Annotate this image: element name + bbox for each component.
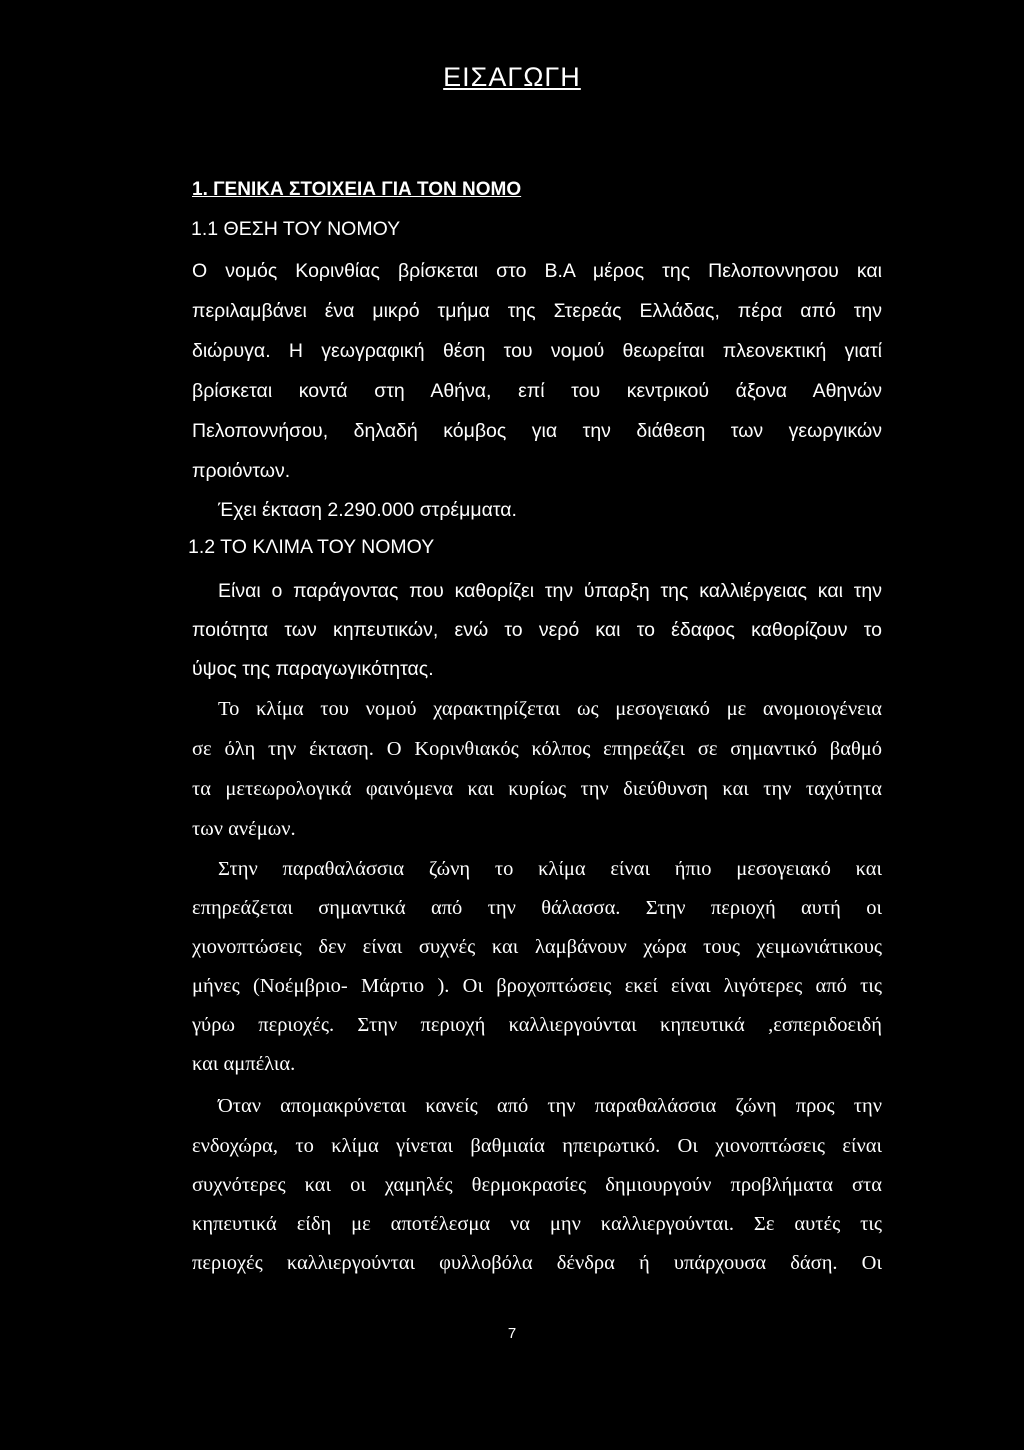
area-line: Έχει έκταση 2.290.000 στρέμματα.: [218, 499, 517, 521]
paragraph-line: περιοχές καλλιεργούνται φυλλοβόλα δένδρα ή υπάρχουσα δάση. Οι: [192, 1252, 882, 1274]
paragraph-line: κηπευτικά είδη με αποτέλεσμα να μην καλλιεργούνται. Σε αυτές τις: [192, 1213, 882, 1235]
paragraph-line: μήνες (Νοέμβριο- Μάρτιο ). Οι βροχοπτώσεις εκεί είναι λιγότερες από τις: [192, 975, 882, 997]
paragraph-line: Όταν απομακρύνεται κανείς από την παραθαλάσσια ζώνη προς την: [218, 1095, 882, 1117]
paragraph-line: Στην παραθαλάσσια ζώνη το κλίμα είναι ήπιο μεσογειακό και: [218, 858, 882, 880]
paragraph-line: Ο νομός Κορινθίας βρίσκεται στο Β.Α μέρος της Πελοποννησου και: [192, 260, 882, 282]
paragraph-line: τα μετεωρολογικά φαινόμενα και κυρίως την διεύθυνση και την ταχύτητα: [192, 778, 882, 800]
paragraph-line: επηρεάζεται σημαντικά από την θάλασσα. Στην περιοχή αυτή οι: [192, 897, 882, 919]
paragraph-line: των ανέμων.: [192, 818, 296, 840]
paragraph-line: σε όλη την έκταση. Ο Κορινθιακός κόλπος επηρεάζει σε σημαντικό βαθμό: [192, 738, 882, 760]
paragraph-line: περιλαμβάνει ένα μικρό τμήμα της Στερεάς Ελλάδας, πέρα από την: [192, 300, 882, 322]
paragraph-line: και αμπέλια.: [192, 1053, 296, 1075]
paragraph-line: Πελοποννήσου, δηλαδή κόμβος για την διάθεση των γεωργικών: [192, 420, 882, 442]
section-1-1-heading: 1.1 ΘΕΣΗ ΤΟΥ ΝΟΜΟΥ: [191, 218, 401, 240]
paragraph-line: χιονοπτώσεις δεν είναι συχνές και λαμβάνουν χώρα τους χειμωνιάτικους: [192, 936, 882, 958]
section-1-heading: 1. ΓΕΝΙΚΑ ΣΤΟΙΧΕΙΑ ΓΙΑ ΤΟΝ ΝΟΜΟ: [192, 179, 522, 200]
paragraph-line: διώρυγα. Η γεωγραφική θέση του νομού θεωρείται πλεονεκτική γιατί: [192, 340, 882, 362]
paragraph-line: συχνότερες και οι χαμηλές θερμοκρασίες δημιουργούν προβλήματα στα: [192, 1174, 882, 1196]
page-title: ΕΙΣΑΓΩΓΗ: [443, 62, 581, 92]
section-1-2-heading: 1.2 ΤΟ ΚΛΙΜΑ ΤΟΥ ΝΟΜΟΥ: [188, 536, 435, 558]
paragraph-line: ύψος της παραγωγικότητας.: [192, 658, 434, 680]
page-number: 7: [507, 1325, 517, 1342]
paragraph-line: βρίσκεται κοντά στη Αθήνα, επί του κεντρικού άξονα Αθηνών: [192, 380, 882, 402]
paragraph-line: ποιότητα των κηπευτικών, ενώ το νερό και το έδαφος καθορίζουν το: [192, 619, 882, 641]
paragraph-line: Το κλίμα του νομού χαρακτηρίζεται ως μεσογειακό με ανομοιογένεια: [218, 698, 882, 720]
paragraph-line: προιόντων.: [192, 460, 291, 482]
paragraph-line: γύρω περιοχές. Στην περιοχή καλλιεργούνται κηπευτικά ,εσπεριδοειδή: [192, 1014, 882, 1036]
paragraph-line: ενδοχώρα, το κλίμα γίνεται βαθμιαία ηπειρωτικό. Οι χιονοπτώσεις είναι: [192, 1135, 882, 1157]
paragraph-line: Είναι ο παράγοντας που καθορίζει την ύπαρξη της καλλιέργειας και την: [218, 580, 882, 602]
